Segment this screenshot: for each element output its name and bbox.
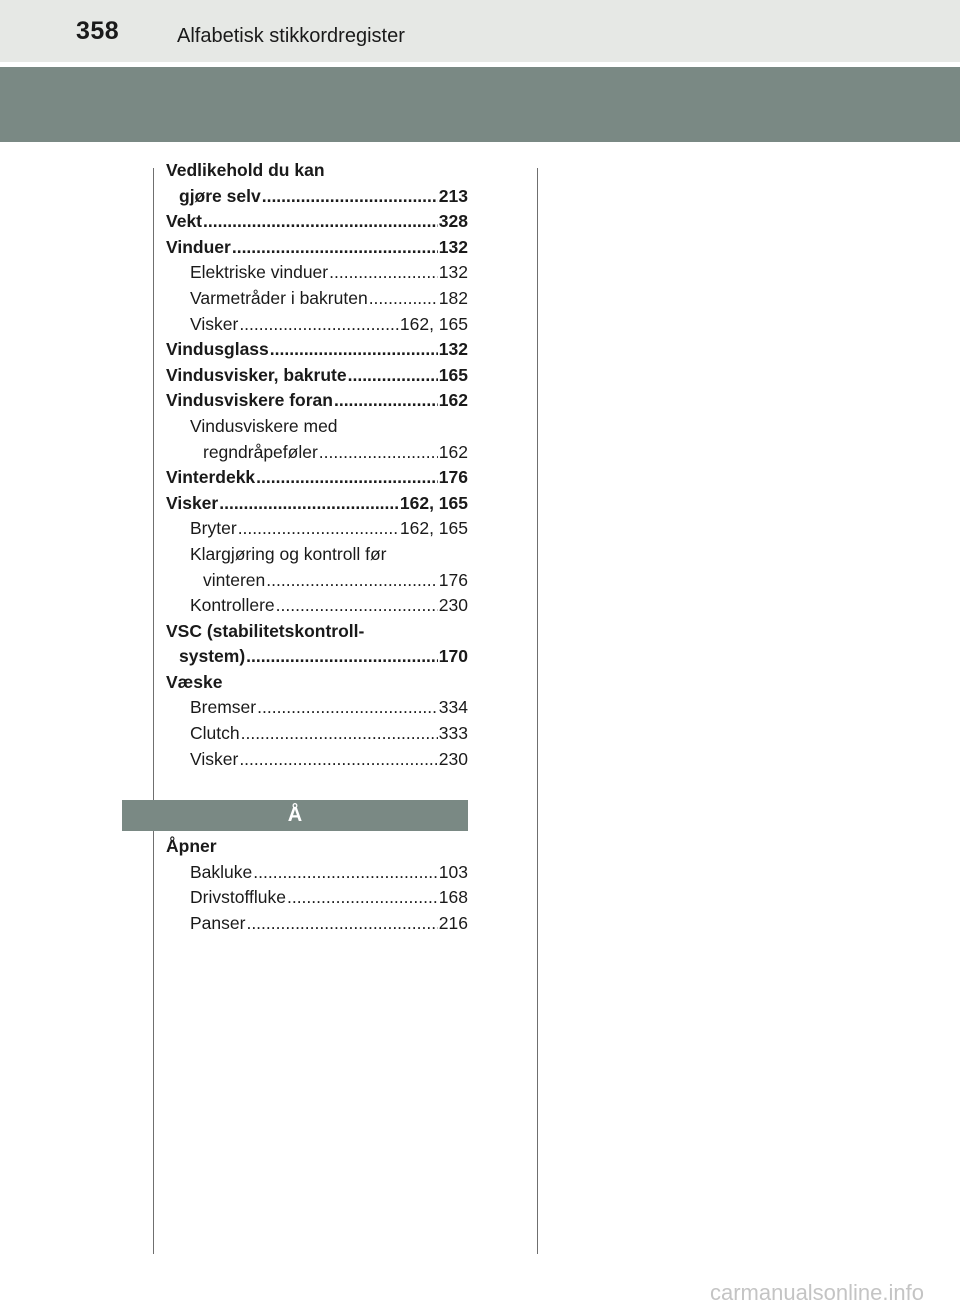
dot-leader (219, 491, 399, 517)
dot-leader (369, 286, 438, 312)
entry-line (166, 491, 468, 517)
entry-term: Vindusviskere foran (166, 390, 333, 411)
index-entry (166, 337, 468, 363)
index-subentry (166, 312, 468, 338)
entry-line (190, 542, 468, 568)
section-title: Alfabetisk stikkordregister (177, 25, 405, 47)
entry-term: Kontrollere (190, 595, 275, 616)
entry-term: Visker (166, 492, 219, 513)
page-ref: 162, 165 (399, 492, 468, 513)
entry-term: regndråpeføler (203, 441, 318, 462)
index-subentry (166, 593, 468, 619)
entry-line (190, 885, 468, 911)
index-entry (166, 619, 468, 670)
dot-leader (334, 388, 438, 414)
page-ref: 216 (438, 912, 468, 933)
top-strip (0, 0, 960, 62)
index-column-a-ring (166, 834, 468, 936)
entry-term: Vekt (166, 211, 202, 232)
page-ref: 176 (438, 569, 468, 590)
page-ref: 334 (438, 697, 468, 718)
entry-term: Væske (166, 671, 223, 692)
page-ref: 132 (438, 236, 468, 257)
dot-leader (241, 721, 438, 747)
entry-term: Bremser (190, 697, 257, 718)
page-ref: 132 (438, 262, 468, 283)
entry-line (166, 834, 468, 860)
entry-line (190, 414, 468, 440)
column-divider-right (537, 168, 538, 1254)
column-divider-left (153, 168, 154, 1254)
page-ref: 176 (438, 467, 468, 488)
dot-leader (246, 644, 438, 670)
page-ref: 230 (438, 748, 468, 769)
entry-line (166, 209, 468, 235)
entry-term: Klargjøring og kontroll før (190, 543, 387, 564)
entry-term: VSC (stabilitetskontroll- (166, 620, 365, 641)
dot-leader (266, 568, 438, 594)
index-entry (166, 491, 468, 517)
page-ref: 230 (438, 595, 468, 616)
page-ref: 162, 165 (399, 313, 468, 334)
entry-term: Vinduer (166, 236, 231, 257)
entry-line (166, 158, 468, 184)
index-subentry (166, 260, 468, 286)
page-ref: 168 (438, 887, 468, 908)
entry-line (190, 516, 468, 542)
index-entry (166, 235, 468, 261)
entry-line (166, 388, 468, 414)
entry-term: Vinterdekk (166, 467, 256, 488)
entry-term: gjøre selv (179, 185, 261, 206)
dot-leader (319, 440, 438, 466)
entry-line (190, 721, 468, 747)
entry-line (190, 747, 468, 773)
dot-leader (232, 235, 438, 261)
entry-term: Vindusvisker, bakrute (166, 364, 347, 385)
index-subentry (166, 747, 468, 773)
index-subentry (166, 911, 468, 937)
index-entry (166, 209, 468, 235)
page-ref: 132 (438, 339, 468, 360)
index-subentry (166, 414, 468, 465)
dot-leader (348, 363, 438, 389)
entry-line (166, 465, 468, 491)
index-entry (166, 388, 468, 414)
entry-term: Drivstoffluke (190, 887, 286, 908)
entry-line (166, 363, 468, 389)
entry-line (190, 286, 468, 312)
entry-term: Clutch (190, 723, 240, 744)
entry-term: system) (179, 646, 246, 667)
entry-term: Panser (190, 912, 246, 933)
letter-heading: Å (122, 800, 468, 831)
dot-leader (239, 747, 437, 773)
entry-line (166, 184, 468, 210)
index-subentry (166, 286, 468, 312)
entry-line (166, 619, 468, 645)
entry-line (166, 644, 468, 670)
entry-line (190, 911, 468, 937)
index-subentry (166, 695, 468, 721)
index-entry (166, 363, 468, 389)
page-ref: 103 (438, 861, 468, 882)
index-subentry (166, 860, 468, 886)
entry-line (190, 312, 468, 338)
entry-term: Visker (190, 748, 239, 769)
page-number: 358 (76, 17, 120, 45)
entry-term: Varmetråder i bakruten (190, 287, 368, 308)
dot-leader (270, 337, 438, 363)
dot-leader (246, 911, 437, 937)
dot-leader (329, 260, 438, 286)
index-entry (166, 465, 468, 491)
page-ref: 182 (438, 287, 468, 308)
dot-leader (276, 593, 438, 619)
entry-line (166, 337, 468, 363)
entry-line (190, 860, 468, 886)
entry-term: Visker (190, 313, 239, 334)
entry-term: vinteren (203, 569, 266, 590)
index-subentry (166, 721, 468, 747)
dot-leader (287, 885, 438, 911)
index-subentry (166, 885, 468, 911)
index-column (166, 158, 468, 772)
dot-leader (203, 209, 438, 235)
page-ref: 162, 165 (399, 518, 468, 539)
page-ref: 328 (438, 211, 468, 232)
dot-leader (256, 465, 438, 491)
dot-leader (239, 312, 399, 338)
entry-term: Bakluke (190, 861, 253, 882)
dot-leader (257, 695, 438, 721)
dot-leader (238, 516, 399, 542)
page-ref: 162 (438, 441, 468, 462)
page-ref: 162 (438, 390, 468, 411)
dot-leader (262, 184, 438, 210)
index-entry (166, 834, 468, 860)
page-ref: 170 (438, 646, 468, 667)
header-band (0, 67, 960, 142)
entry-line (190, 260, 468, 286)
entry-term: Elektriske vinduer (190, 262, 329, 283)
entry-line (190, 440, 468, 466)
entry-term: Vindusviskere med (190, 415, 338, 436)
index-entry (166, 158, 468, 209)
watermark: carmanualsonline.info (709, 1280, 924, 1305)
entry-term: Vindusglass (166, 339, 269, 360)
entry-term: Vedlikehold du kan (166, 160, 325, 180)
dot-leader (253, 860, 438, 886)
page-ref: 333 (438, 723, 468, 744)
entry-line (190, 593, 468, 619)
page-ref: 165 (438, 364, 468, 385)
entry-line (190, 568, 468, 594)
index-subentry (166, 516, 468, 542)
index-subentry (166, 542, 468, 593)
entry-line (166, 670, 468, 696)
entry-term: Bryter (190, 518, 237, 539)
entry-term: Åpner (166, 836, 217, 856)
page-ref: 213 (438, 185, 468, 206)
entry-line (166, 235, 468, 261)
entry-line (190, 695, 468, 721)
index-entry (166, 670, 468, 696)
